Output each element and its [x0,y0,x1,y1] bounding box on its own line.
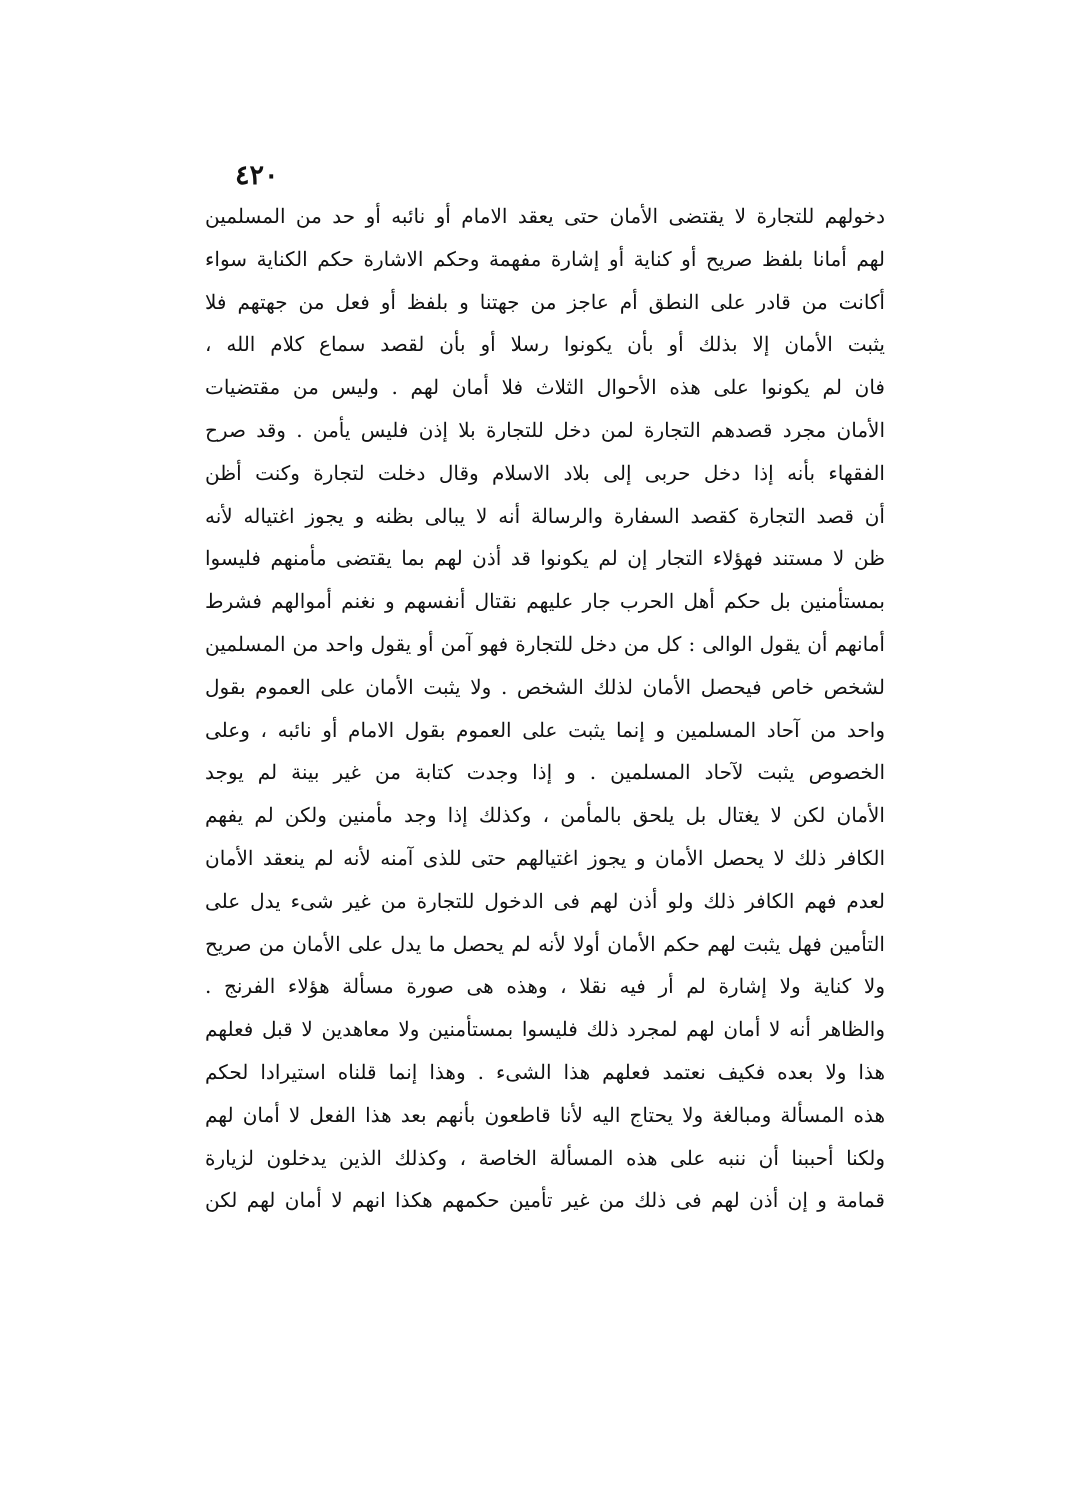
text-line: الخصوص يثبت لآحاد المسلمين . و إذا وجدت كتابة من غير بينة لم يوجد [205,760,885,785]
text-line: لعدم فهم الكافر ذلك ولو أذن لهم فى الدخول للتجارة من غير شىء يدل على [205,888,885,913]
page-number: ٤٢٠ [235,160,279,191]
text-line: دخولهم للتجارة لا يقتضى الأمان حتى يعقد الامام أو نائبه أو حد من المسلمين [205,204,885,228]
text-line: الأمان مجرد قصدهم التجارة لمن دخل للتجارة بلا إذن فليس يأمن . وقد صرح [205,417,885,442]
text-line: يثبت الأمان إلا بذلك أو بأن يكونوا رسلا أو بأن لقصد سماع كلام الله ، [205,332,885,357]
text-line: أن قصد التجارة كقصد السفارة والرسالة أنه لا يبالى بظنه و يجوز اغتياله لأنه [205,503,885,528]
text-line: والظاهر أنه لا أمان لهم لمجرد ذلك فليسوا بمستأمنين ولا معاهدين لا قبل فعلهم [205,1017,885,1042]
text-line: ولا كناية ولا إشارة لم أر فيه نقلا ، وهذه هى صورة مسألة هؤلاء الفرنج . [205,974,885,999]
text-line: لهم أمانا بلفظ صريح أو كناية أو إشارة مفهمة وحكم الاشارة حكم الكناية سواء [205,246,885,271]
text-line: لشخص خاص فيحصل الأمان لذلك الشخص . ولا يثبت الأمان على العموم بقول [205,674,885,699]
text-line: ولكنا أحببنا أن ننبه على هذه المسألة الخاصة ، وكذلك الذين يدخلون لزيارة [205,1145,885,1170]
text-line: فان لم يكونوا على هذه الأحوال الثلاث فلا أمان لهم . وليس من مقتضيات [205,375,885,400]
body-text [205,195,885,1222]
text-line: ظن لا مستند فهؤلاء التجار إن لم يكونوا قد أذن لهم بما يقتضى مأمنهم فليسوا [205,546,885,571]
text-line: بمستأمنين بل حكم أهل الحرب جار عليهم نقتال أنفسهم و نغنم أموالهم فشرط [205,589,885,614]
text-line: قمامة و إن أذن لهم فى ذلك من غير تأمين حكمهم هكذا انهم لا أمان لهم لكن [205,1188,885,1213]
text-line: أمانهم أن يقول الوالى : كل من دخل للتجارة فهو آمن أو يقول واحد من المسلمين [205,631,885,656]
text-line: الكافر ذلك لا يحصل الأمان و يجوز اغتيالهم حتى للذى آمنه لأنه لم ينعقد الأمان [205,845,885,870]
text-line: هذا ولا بعده فكيف نعتمد فعلهم هذا الشىء . وهذا إنما قلناه استيرادا لحكم [205,1059,885,1084]
text-line: التأمين فهل يثبت لهم حكم الأمان أولا لأنه لم يحصل ما يدل على الأمان من صريح [205,931,885,956]
text-line: أكانت من قادر على النطق أم عاجز من جهتنا و بلفظ أو فعل من جهتهم فلا [205,289,885,314]
text-line: الفقهاء بأنه إذا دخل حربى إلى بلاد الاسلام وقال دخلت لتجارة وكنت أظن [205,460,885,485]
text-line: الأمان لكن لا يغتال بل يلحق بالمأمن ، وكذلك إذا وجد مأمنين ولكن لم يفهم [205,803,885,828]
text-line: هذه المسألة ومبالغة ولا يحتاج اليه لأنا قاطعون بأنهم بعد هذا الفعل لا أمان لهم [205,1102,885,1127]
text-line: واحد من آحاد المسلمين و إنما يثبت على العموم بقول الامام أو نائبه ، وعلى [205,717,885,742]
